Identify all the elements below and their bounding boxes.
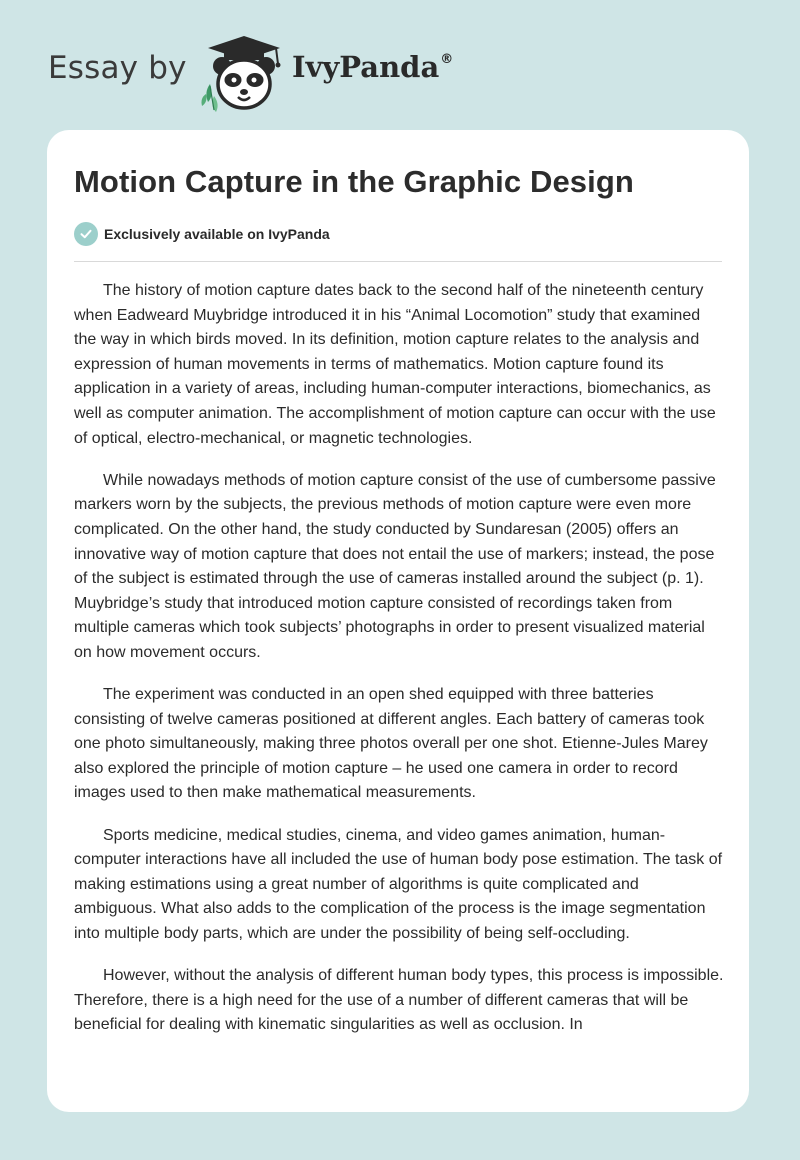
registered-mark: ®: [440, 52, 454, 67]
paragraph: However, without the analysis of different human body types, this process is impossible. Therefore, there is a high need for the use of a number of different cameras that will be beneficial for dealing with kinematic singularities as well as occlusion. In: [74, 967, 724, 1034]
brand-name-text: IvyPanda: [292, 50, 440, 84]
essay-by-label: Essay by: [48, 50, 187, 86]
site-header: [0, 0, 800, 128]
essay-body: [74, 279, 724, 1056]
paragraph: While nowadays methods of motion capture consist of the use of cumbersome passive markers worn by the subjects, the previous methods of motion capture were even more complicated. On the other hand, the study conducted by Sundaresan (2005) offers an innovative way of motion capture that does not entail the use of markers; instead, the pose of the subject is estimated through the use of cameras installed around the subject (p. 1). Muybridge’s study that introduced motion capture consisted of recordings taken from multiple cameras which took subjects’ photographs in order to present visualized material on how movement occurs.: [74, 471, 716, 661]
paragraph: The history of motion capture dates back to the second half of the nineteenth century when Eadweard Muybridge introduced it in his “Animal Locomotion” study that examined the way in which birds moved. In its definition, motion capture relates to the analysis and expression of human movements in terms of mathematics. Motion capture found its application in a variety of areas, including human-computer interactions, biomechanics, as well as computer animation. The accomplishment of motion capture can occur with the use of optical, electro-mechanical, or magnetic technologies.: [74, 282, 716, 447]
exclusive-badge-label: Exclusively available on IvyPanda: [104, 226, 330, 242]
check-icon: [74, 222, 98, 246]
ivypanda-logo[interactable]: [196, 34, 292, 112]
title-divider: [74, 261, 722, 262]
paragraph: Sports medicine, medical studies, cinema, and video games animation, human-computer interactions have all included the use of human body pose estimation. The task of making estimations using a great number of algorithms is quite complicated and ambiguous. What also adds to the complication of the process is the image segmentation into multiple body parts, which are under the possibility of being self-occluding.: [74, 826, 723, 943]
essay-card: [47, 130, 749, 1112]
paragraph: The experiment was conducted in an open shed equipped with three batteries consisting of twelve cameras positioned at different angles. Each battery of cameras took one photo simultaneously, making three photos overall per one shot. Etienne-Jules Marey also explored the principle of motion capture – he used one camera in order to record images used to then make mathematical measurements.: [74, 686, 708, 802]
essay-title: Motion Capture in the Graphic Design: [74, 164, 634, 199]
exclusive-badge: [74, 222, 330, 246]
brand-name[interactable]: [292, 50, 453, 84]
